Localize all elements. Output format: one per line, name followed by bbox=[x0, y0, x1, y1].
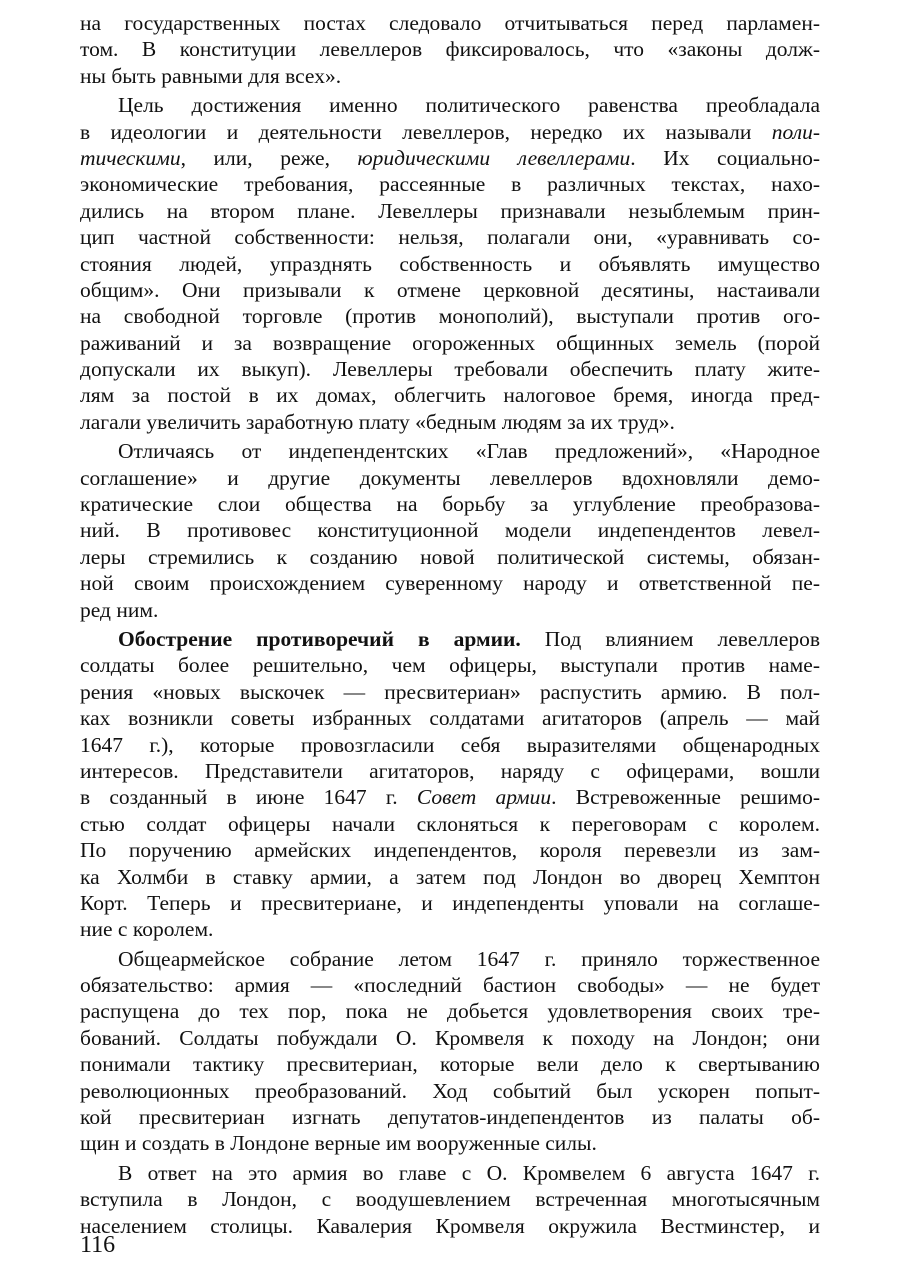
text-run: лагали увеличить заработную плату «бедным людям за их труд». bbox=[80, 409, 675, 434]
text-run: В ответ на это армия во главе с О. Кромвелем 6 августа 1647 г. bbox=[118, 1160, 820, 1185]
text-run: бований. Солдаты побуждали О. Кромвеля к походу на Лондон; они bbox=[80, 1025, 820, 1050]
bold-heading: Обострение противоречий в армии. bbox=[118, 626, 521, 651]
text-run: 1647 г.), которые провозгласили себя выразителями общенародных bbox=[80, 732, 820, 757]
text-run: том. В конституции левеллеров фиксировалось, что «законы долж- bbox=[80, 37, 820, 62]
text-run: . Встревоженные решимо- bbox=[551, 785, 820, 810]
text-line bbox=[80, 864, 820, 890]
text-run: ние с королем. bbox=[80, 917, 214, 942]
text-line bbox=[80, 1130, 820, 1156]
text-run: солдаты более решительно, чем офицеры, выступали против наме- bbox=[80, 653, 820, 678]
text-line bbox=[80, 597, 820, 623]
text-line bbox=[80, 1078, 820, 1104]
text-run: Отличаясь от индепендентских «Глав предложений», «Народное bbox=[118, 439, 820, 464]
text-line bbox=[80, 10, 820, 36]
text-run: интересов. Представители агитаторов, наряду с офицерами, вошли bbox=[80, 758, 820, 783]
text-line bbox=[80, 198, 820, 224]
text-line bbox=[80, 1213, 820, 1239]
paragraph bbox=[80, 626, 820, 943]
text-run: Цель достижения именно политического равенства преобладала bbox=[118, 93, 820, 118]
text-run: соглашение» и другие документы левеллеров вдохновляли демо- bbox=[80, 465, 820, 490]
text-line bbox=[80, 784, 820, 810]
text-line bbox=[80, 1051, 820, 1077]
text-run: кой пресвитериан изгнать депутатов-индепендентов из палаты об- bbox=[80, 1105, 820, 1130]
text-line bbox=[80, 277, 820, 303]
text-run: , или, реже, bbox=[180, 145, 358, 170]
text-line bbox=[80, 626, 820, 652]
text-line bbox=[80, 544, 820, 570]
text-run: стью солдат офицеры начали склоняться к переговорам с королем. bbox=[80, 811, 820, 836]
text-line bbox=[80, 63, 820, 89]
text-run: общим». Они призывали к отмене церковной десятины, настаивали bbox=[80, 277, 820, 302]
text-line bbox=[80, 1104, 820, 1130]
text-line bbox=[80, 732, 820, 758]
italic-term: поли- bbox=[771, 119, 820, 144]
text-run: ны быть равными для всех». bbox=[80, 63, 342, 88]
text-line bbox=[80, 758, 820, 784]
text-line bbox=[80, 837, 820, 863]
text-run: По поручению армейских индепендентов, короля перевезли из зам- bbox=[80, 838, 820, 863]
paragraph bbox=[80, 438, 820, 623]
text-run: Общеармейское собрание летом 1647 г. приняло торжественное bbox=[118, 946, 820, 971]
text-line bbox=[80, 890, 820, 916]
text-line bbox=[80, 517, 820, 543]
text-run: понимали тактику пресвитериан, которые вели дело к свертыванию bbox=[80, 1052, 820, 1077]
text-run: цип частной собственности: нельзя, полагали они, «уравнивать со- bbox=[80, 225, 820, 250]
text-line bbox=[80, 1160, 820, 1186]
text-line bbox=[80, 570, 820, 596]
italic-term: тическими bbox=[80, 145, 181, 170]
text-line bbox=[80, 92, 820, 118]
text-line bbox=[80, 356, 820, 382]
text-line bbox=[80, 119, 820, 145]
text-line bbox=[80, 145, 820, 171]
text-run: в созданный в июне 1647 г. bbox=[80, 785, 417, 810]
text-run: вступила в Лондон, с воодушевлением встреченная многотысячным bbox=[80, 1187, 820, 1212]
italic-term: Совет армии bbox=[416, 785, 552, 810]
text-run: щин и создать в Лондоне верные им вооруженные силы. bbox=[80, 1131, 597, 1156]
text-run: Под влиянием левеллеров bbox=[520, 626, 820, 651]
text-line bbox=[80, 224, 820, 250]
text-run: лям за постой в их домах, облегчить налоговое бремя, иногда пред- bbox=[80, 383, 820, 408]
paragraph bbox=[80, 1160, 820, 1239]
text-run: кратические слои общества на борьбу за углубление преобразова- bbox=[80, 492, 820, 517]
text-run: стояния людей, упразднять собственность и объявлять имущество bbox=[80, 251, 820, 276]
text-run: рения «новых выскочек — пресвитериан» распустить армию. В пол- bbox=[80, 679, 820, 704]
text-run: обязательство: армия — «последний бастион свободы» — не будет bbox=[80, 973, 820, 998]
italic-term: юридическими левеллерами bbox=[357, 145, 631, 170]
text-run: на свободной торговле (против монополий), выступали против ого- bbox=[80, 304, 820, 329]
text-line bbox=[80, 998, 820, 1024]
text-line bbox=[80, 652, 820, 678]
text-run: ка Холмби в ставку армии, а затем под Лондон во дворец Хемптон bbox=[80, 864, 820, 889]
text-run: ний. В противовес конституционной модели индепендентов левел- bbox=[80, 518, 820, 543]
text-line bbox=[80, 491, 820, 517]
text-run: допускали их выкуп). Левеллеры требовали обеспечить плату жите- bbox=[80, 357, 820, 382]
text-line bbox=[80, 679, 820, 705]
text-run: раживаний и за возвращение огороженных общинных земель (порой bbox=[80, 330, 820, 355]
paragraph bbox=[80, 946, 820, 1157]
text-run: . Их социально- bbox=[630, 145, 820, 170]
text-run: распущена до тех пор, пока не добьется удовлетворения своих тре- bbox=[80, 999, 820, 1024]
paragraph bbox=[80, 10, 820, 89]
text-run: ред ним. bbox=[80, 597, 159, 622]
text-run: леры стремились к созданию новой политической системы, обязан- bbox=[80, 544, 820, 569]
text-run: на государственных постах следовало отчитываться перед парламен- bbox=[80, 11, 820, 35]
text-run: ках возникли советы избранных солдатами агитаторов (апрель — май bbox=[80, 706, 820, 731]
text-run: населением столицы. Кавалерия Кромвеля окружила Вестминстер, и bbox=[80, 1213, 820, 1238]
text-run: Корт. Теперь и пресвитериане, и индепенденты уповали на соглаше- bbox=[80, 890, 820, 915]
text-run: в идеологии и деятельности левеллеров, нередко их называли bbox=[80, 119, 772, 144]
text-line bbox=[80, 705, 820, 731]
page-number: 116 bbox=[80, 1232, 116, 1258]
text-line bbox=[80, 1186, 820, 1212]
text-line bbox=[80, 251, 820, 277]
text-line bbox=[80, 972, 820, 998]
text-line bbox=[80, 36, 820, 62]
text-line bbox=[80, 465, 820, 491]
text-line bbox=[80, 171, 820, 197]
text-run: дились на втором плане. Левеллеры признавали незыблемым прин- bbox=[80, 198, 820, 223]
text-line bbox=[80, 1025, 820, 1051]
text-line bbox=[80, 916, 820, 942]
text-line bbox=[80, 330, 820, 356]
text-run: ной своим происхождением суверенному народу и ответственной пе- bbox=[80, 571, 820, 596]
text-line bbox=[80, 811, 820, 837]
text-line bbox=[80, 946, 820, 972]
text-line bbox=[80, 438, 820, 464]
paragraph bbox=[80, 92, 820, 435]
text-run: революционных преобразований. Ход событий был ускорен попыт- bbox=[80, 1078, 820, 1103]
text-line bbox=[80, 303, 820, 329]
text-run: экономические требования, рассеянные в различных текстах, нахо- bbox=[80, 172, 820, 197]
text-line bbox=[80, 382, 820, 408]
body-text bbox=[80, 10, 820, 1239]
text-line bbox=[80, 409, 820, 435]
